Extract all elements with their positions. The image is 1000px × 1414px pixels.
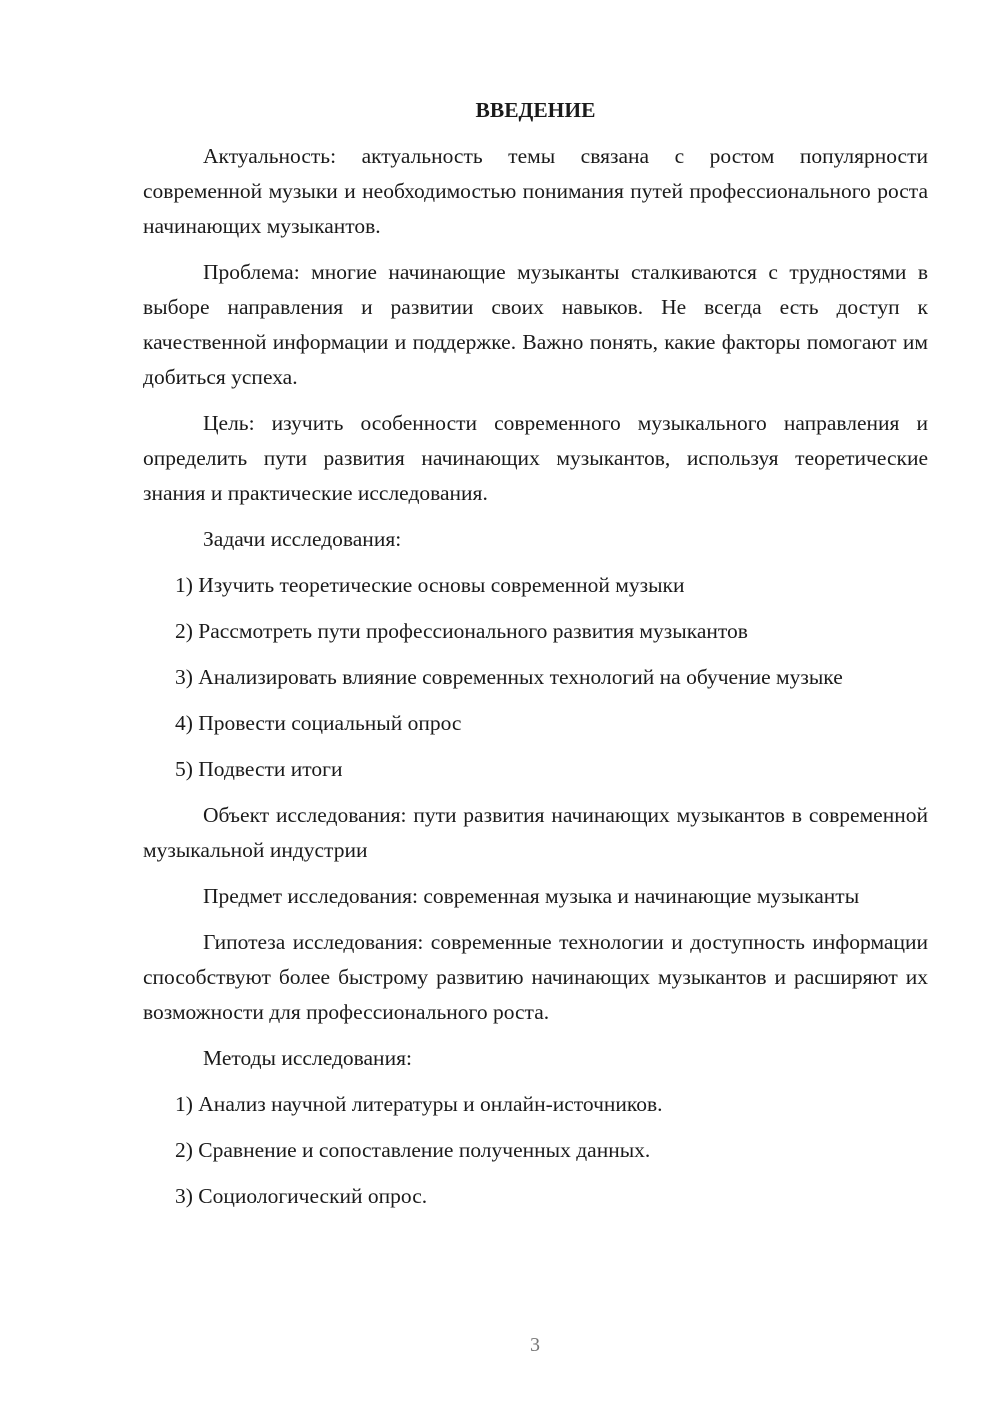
task-item-3: 3) Анализировать влияние современных технологий на обучение музыке xyxy=(175,665,843,689)
task-item-4: 4) Провести социальный опрос xyxy=(175,711,462,735)
paragraph-object: Объект исследования: пути развития начинающих музыкантов в современной музыкальной индустрии xyxy=(143,803,928,862)
tasks-heading: Задачи исследования: xyxy=(203,527,402,551)
method-item-2: 2) Сравнение и сопоставление полученных данных. xyxy=(175,1138,651,1162)
paragraph-problem: Проблема: многие начинающие музыканты сталкиваются с трудностями в выборе направления и развитии своих навыков. Не всегда есть доступ к качественной информации и поддержке. Важно понять, какие факторы помогают им добиться успеха. xyxy=(143,260,928,389)
methods-heading: Методы исследования: xyxy=(203,1046,412,1070)
paragraph-relevance: Актуальность: актуальность темы связана с ростом популярности современной музыки и необходимостью понимания путей профессионального роста начинающих музыкантов. xyxy=(143,144,928,238)
paragraph-goal: Цель: изучить особенности современного музыкального направления и определить пути развития начинающих музыкантов, используя теоретические знания и практические исследования. xyxy=(143,411,928,505)
page-number: 3 xyxy=(530,1334,540,1356)
task-item-1: 1) Изучить теоретические основы современной музыки xyxy=(175,573,685,597)
task-item-2: 2) Рассмотреть пути профессионального развития музыкантов xyxy=(175,619,748,643)
document-body xyxy=(143,92,928,1225)
method-item-1: 1) Анализ научной литературы и онлайн-источников. xyxy=(175,1092,663,1116)
page-title: ВВЕДЕНИЕ xyxy=(475,98,596,122)
paragraph-hypothesis: Гипотеза исследования: современные технологии и доступность информации способствуют более быстрому развитию начинающих музыкантов и расширяют их возможности для профессионального роста. xyxy=(143,930,928,1024)
paragraph-subject: Предмет исследования: современная музыка и начинающие музыканты xyxy=(203,884,860,908)
task-item-5: 5) Подвести итоги xyxy=(175,757,343,781)
method-item-3: 3) Социологический опрос. xyxy=(175,1184,428,1208)
